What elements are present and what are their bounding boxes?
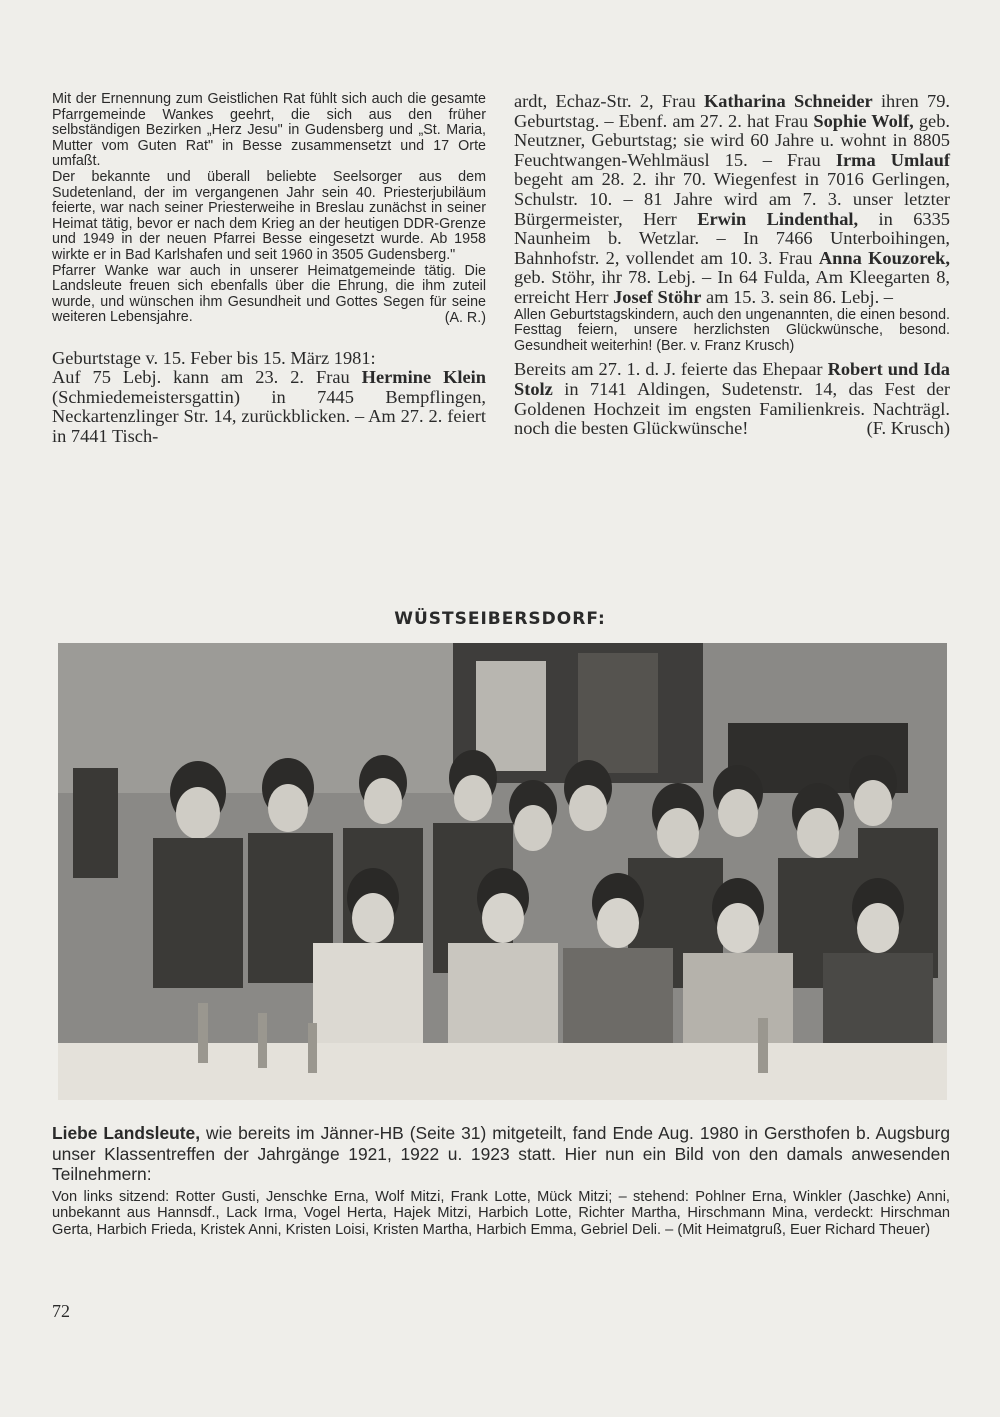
birthdays-continued: ardt, Echaz-Str. 2, Frau Katharina Schneider ihren 79. Geburtstag. – Ebenf. am 27. 2. hat Frau Sophie Wolf, geb. Neutzner, Geburtstag; sie wird 60 Jahre u. wohnt in 8805 Feuchtwangen-Wehlmäusl 15. – Frau Irma Umlauf begeht am 28. 2. ihr 70. Wiegenfest in 7016 Gerlingen, Schulstr. 10. – 81 Jahre wird am 7. 3. unser letzter Bürgermeister, Herr Erwin Lindenthal, in 6335 Naunheim b. Wetzlar. – In 7466 Unterboihingen, Bahnhofstr. 2, vollendet am 10. 3. Frau Anna Kouzorek, geb. Stöhr, ihr 78. Lebj. – In 64 Fulda, Am Kleegarten 8, erreicht Herr Josef Stöhr am 15. 3. sein 86. Lebj. – xyxy=(514,91,950,307)
article-paragraph: Pfarrer Wanke war auch in unserer Heimatgemeinde tätig. Die Landsleute freuen sich ebenfalls über die Ehrung, die ihm zuteil wurde, und wünschen ihm Gesundheit und Gottes Segen für seine weiteren Lebensjahre. xyxy=(52,262,486,326)
wishes-text: Allen Geburtstagskindern, auch den ungenannten, die einen besond. Festtag feiern, unsere herzlichsten Glückwünsche, besond. Gesundheit weiterhin! (Ber. v. Franz Krusch) xyxy=(514,306,950,354)
section-heading: WÜSTSEIBERSDORF: xyxy=(394,609,606,629)
birthdays-text: Auf 75 Lebj. kann am 23. 2. Frau Hermine Klein (Schmiedemeistersgattin) in 7445 Bempflingen, Neckartenzlinger Str. 14, zurückblicken. – Am 27. 2. feiert in 7441 Tisch- xyxy=(52,367,486,446)
right-column xyxy=(514,92,950,439)
person-name: Irma Umlauf xyxy=(835,149,950,170)
article-paragraph: Der bekannte und überall beliebte Seelsorger aus dem Sudetenland, der im vergangenen Jahr sein 40. Priesterjubiläum feierte, war nach seiner Priesterweihe in Breslau zunächst in seiner Heimat tätig, bevor er nach dem Krieg an der heutigen DDR-Grenze und 1949 in der neuen Pfarrei Besse eingesetzt wurde. Ab 1958 wirkte er in Bad Karlshafen und seit 1960 in 3505 Gudensberg." xyxy=(52,168,486,263)
caption-lead xyxy=(52,1123,950,1185)
person-name: Katharina Schneider xyxy=(703,91,873,111)
person-name: Josef Stöhr xyxy=(613,286,702,307)
birthdays-header: Geburtstage v. 15. Feber bis 15. März 1981: xyxy=(52,347,376,368)
person-name: Sophie Wolf, xyxy=(813,110,914,131)
caption-names: Von links sitzend: Rotter Gusti, Jenschke Erna, Wolf Mitzi, Frank Lotte, Mück Mitzi; – stehend: Pohlner Erna, Winkler (Jaschke) Anni, unbekannt aus Hannsdf., Lack Irma, Vogel Herta, Hajek Mitzi, Harbich Lotte, Richter Martha, Hirschmann Mina, verdeckt: Hirschman Gerta, Harbich Frieda, Kristek Anni, Kristen Loisi, Kristen Martha, Harbich Emma, Gebriel Deli. – (Mit Heimatgruß, Euer Richard Theuer) xyxy=(52,1188,950,1239)
group-photo xyxy=(58,643,947,1100)
page-number: 72 xyxy=(52,1301,70,1321)
wedding-text: Bereits am 27. 1. d. J. feierte das Ehepaar Robert und Ida Stolz in 7141 Aldingen, Sudetenstr. 14, das Fest der Goldenen Hochzeit im engsten Familienkreis. Nachträgl. noch die besten Glückwünsche! xyxy=(514,359,950,439)
left-column xyxy=(52,92,486,446)
couple-names: Robert und Ida Stolz xyxy=(514,359,950,399)
article-last-row xyxy=(52,264,486,326)
caption-greeting: Liebe Landsleute, xyxy=(52,1123,201,1143)
article-signature: (A. R.) xyxy=(444,309,486,326)
person-name: Hermine Klein xyxy=(361,367,486,388)
photo-caption xyxy=(52,1123,950,1239)
article-paragraph: Mit der Ernennung zum Geistlichen Rat fühlt sich auch die gesamte Pfarrgemeinde Wankes geehrt, die sich aus den früher selbständigen Bezirken „Herz Jesu" in Gudensberg und „St. Maria, Mutter vom Guten Rat" in Besse zusammensetzt und 17 Orte umfaßt. xyxy=(52,91,486,170)
caption-text: wie bereits im Jänner-HB (Seite 31) mitgeteilt, fand Ende Aug. 1980 in Gersthofen b. Augsburg unser Klassentreffen der Jahrgänge 1921, 1922 u. 1923 statt. Hier nun ein Bild von den damals anwesenden Teilnehmern: xyxy=(52,1123,950,1184)
person-name: Anna Kouzorek, xyxy=(818,247,950,268)
wedding-signature: (F. Krusch) xyxy=(866,417,950,438)
person-name: Erwin Lindenthal, xyxy=(697,208,859,229)
